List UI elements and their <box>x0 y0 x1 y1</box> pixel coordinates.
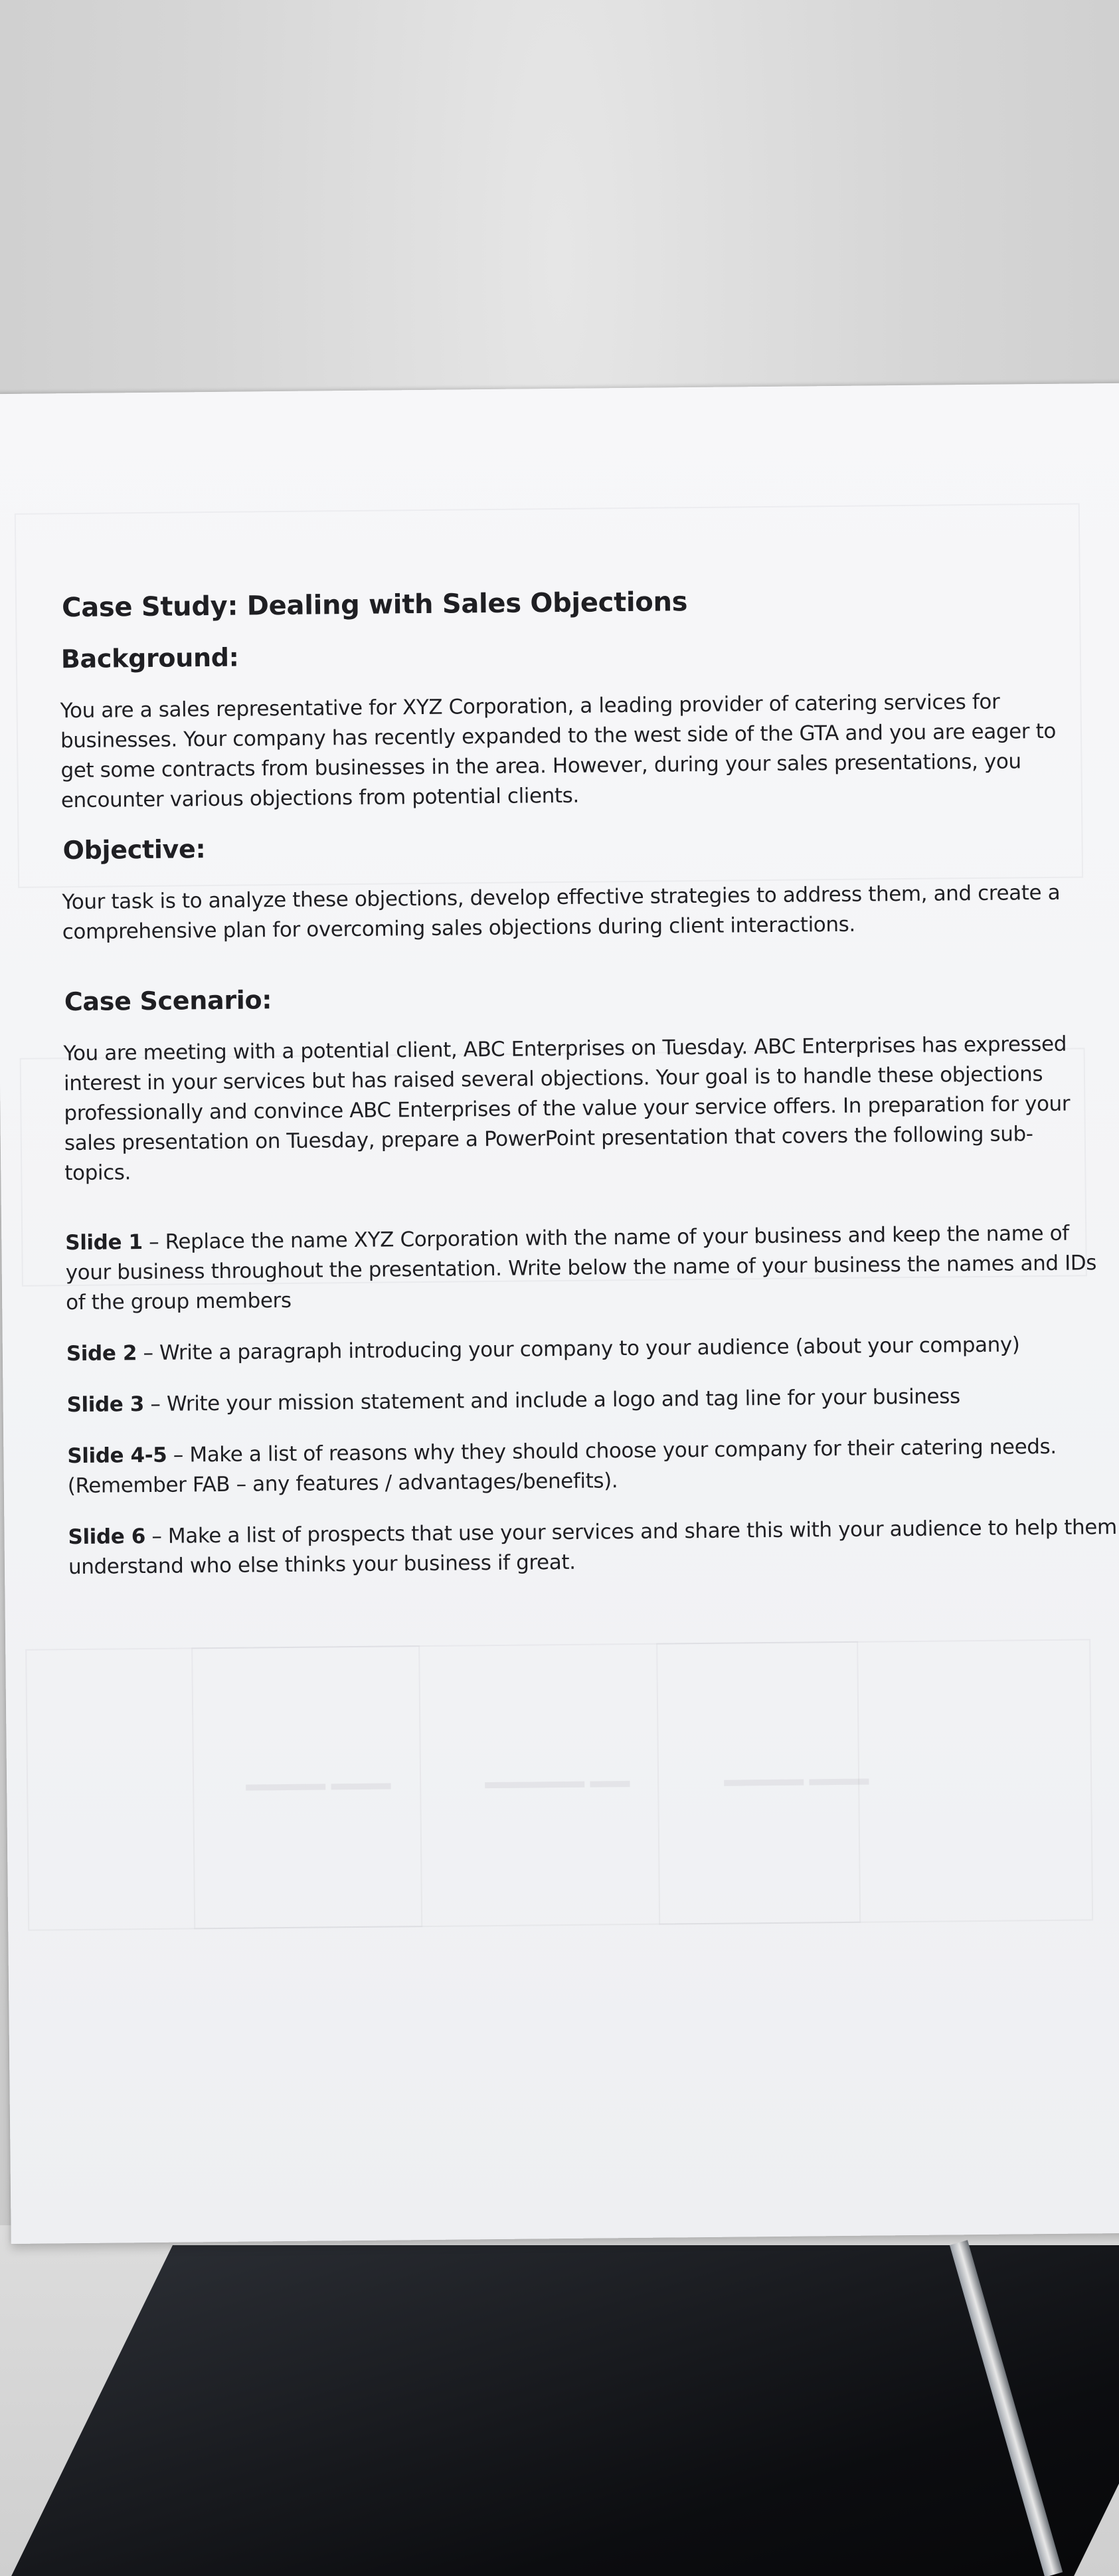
objective-heading: Objective: <box>62 834 206 866</box>
scenario-text: You are meeting with a potential client, ABC Enterprises on Tuesday. ABC Enterprises has expressed interest in your services but has raised several objections. Your goal is to handle these objections professionally and convince ABC Enterprises of the value your service offers. In preparation for your sales presentation on Tuesday, prepare a PowerPoint presentation that covers the following sub-topics. <box>63 1032 1071 1186</box>
show-through-lines: ▬▬▬▬▬ ▬▬ <box>484 1770 630 1794</box>
slide-item-2 <box>66 1329 1116 1369</box>
slide-text: – Write your mission statement and include a logo and tag line for your business <box>143 1384 960 1417</box>
slide-text: – Make a list of prospects that use your services and share this with your audience to help them understand who else thinks your business if great. <box>68 1515 1117 1580</box>
objective-text: Your task is to analyze these objections, develop effective strategies to address them, and create a comprehensive plan for overcoming sales objections during client interactions. <box>62 880 1061 945</box>
document-body <box>59 583 1117 1604</box>
slide-item-5 <box>68 1513 1118 1582</box>
slides-list <box>65 1218 1117 1582</box>
slide-text: – Write a paragraph introducing your company to your audience (about your company) <box>136 1333 1020 1366</box>
slide-label: Slide 3 <box>66 1392 145 1418</box>
slide-label: Slide 6 <box>68 1524 146 1550</box>
background-heading: Background: <box>60 642 239 674</box>
slide-item-1 <box>65 1218 1115 1318</box>
scenario-heading: Case Scenario: <box>64 985 272 1017</box>
slide-text: – Replace the name XYZ Corporation with the name of your business and keep the name of your business throughout the presentation. Write below the name of your business the names and IDs of the group members <box>65 1221 1097 1315</box>
laptop-dark-surface <box>0 2245 1119 2576</box>
show-through-lines: ▬▬▬▬ ▬▬▬ <box>723 1767 869 1791</box>
slide-label: Slide 4-5 <box>67 1443 167 1469</box>
show-through-lines: ▬▬▬▬ ▬▬▬ <box>245 1772 391 1795</box>
slide-item-3 <box>66 1380 1116 1420</box>
background-text: You are a sales representative for XYZ Corporation, a leading provider of catering services for businesses. Your company has recently expanded to the west side of the GTA and you are eager to get some contracts from businesses in the area. However, during your sales presentations, you encounter various objections from potential clients. <box>60 690 1057 813</box>
document-title: Case Study: Dealing with Sales Objections <box>61 587 688 624</box>
slide-item-4 <box>67 1431 1117 1501</box>
slide-label: Slide 1 <box>65 1230 143 1255</box>
slide-label: Side 2 <box>66 1341 137 1366</box>
paper-sheet <box>0 383 1119 2244</box>
slide-text: – Make a list of reasons why they should choose your company for their catering needs. (Remember FAB – any features / advantages/benefits). <box>67 1434 1057 1499</box>
